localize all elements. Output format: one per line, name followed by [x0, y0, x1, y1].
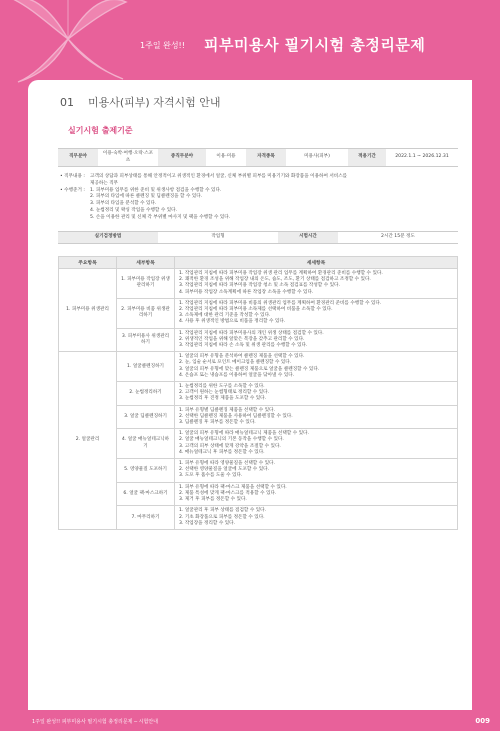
table-row: [59, 269, 458, 299]
header-kicker: 1주일 완성!!: [140, 41, 185, 50]
detail-item: 2. 작업관리 지침에 따라 피부미용 소독제를 선택하여 비품을 소독할 수 있다.: [179, 307, 333, 313]
detail-item: 1. 눈썹정리를 위한 도구를 소독할 수 있다.: [179, 384, 265, 390]
task-line: 2. 피부의 타입에 따른 클렌징 및 딥클렌징을 할 수 있다.: [90, 194, 203, 200]
detail-item: 2. 기초 화장품으로 피부를 정돈할 수 있다.: [179, 514, 265, 520]
detail-item-cell: [175, 382, 458, 406]
detail-item: 2. 고객이 원하는 눈썹형태로 정리할 수 있다.: [179, 390, 270, 396]
detail-item: 2. 눈, 입술 순서로 포인트 메이크업을 클렌징할 수 있다.: [179, 360, 292, 366]
detail-item: 3. 작업장을 정리할 수 있다.: [179, 520, 236, 526]
detail-item-cell: [175, 506, 458, 530]
footer-text: 1주일 완성!! 피부미용사 필기시험 총정리문제 ─ 시험안내: [32, 719, 158, 725]
sub-item-cell: 2. 눈썹정리하기: [117, 382, 175, 406]
task-criteria: [60, 188, 460, 222]
detail-item: 2. 선택한 영양물질을 얼굴에 도포할 수 있다.: [179, 467, 270, 473]
info-value-subfield: 이용·미용: [206, 149, 246, 167]
sub-item-cell: 4. 얼굴 매뉴얼테크닉하기: [117, 429, 175, 459]
table-row: [59, 459, 458, 483]
detail-item: 2. 선택한 딥클렌징 제품을 사용하여 딥클렌징할 수 있다.: [179, 413, 293, 419]
detail-item: 3. 작업관리 지침에 따라 피부미용 작업장 청소 및 소독 점검표를 작성할 수 있다.: [179, 283, 340, 289]
detail-item: 1. 얼굴관리 후 피부 상태를 점검할 수 있다.: [179, 508, 267, 514]
duty-description: [60, 174, 460, 188]
detail-item-cell: [175, 269, 458, 299]
main-item-cell: 2. 얼굴관리: [59, 352, 117, 530]
page-footer: [0, 716, 500, 731]
detail-item: 4. 사용 후 위생적인 방법으로 비품을 정리할 수 있다.: [179, 319, 286, 325]
detail-item: 2. 제품 특성에 맞게 팩·마스크를 적용할 수 있다.: [179, 490, 277, 496]
task-line: 5. 손을 이용한 관리 및 신체 각 부위별 마사지 및 팩을 수행할 수 있다.: [90, 214, 231, 220]
detail-item-cell: [175, 352, 458, 382]
section-title: [60, 94, 220, 110]
page-number: 009: [475, 717, 490, 725]
duty-line: 고객의 상담과 피부상태를 통해 안정적이고 위생적인 환경에서 얼굴, 신체 부위별 피부를 미용기기와 화장품을 이용하여 서비스를: [90, 174, 348, 179]
info-value-item: 미용사(피부): [286, 149, 348, 167]
sub-item-cell: 1. 피부미용 작업장 위생관리하기: [117, 269, 175, 299]
info-label-field: 직무분야: [58, 149, 98, 167]
detail-item: 3. 고객의 피부 상태에 맞게 강약을 조절할 수 있다.: [179, 443, 281, 449]
detail-item: 3. 제거 후 피부를 정돈할 수 있다.: [179, 497, 247, 503]
detail-item: 3. 소독제에 대한 관리 기준을 작성할 수 있다.: [179, 313, 271, 319]
table-row: [59, 298, 458, 328]
task-line: 3. 피부의 타입을 분석할 수 있다.: [90, 201, 157, 207]
detail-item: 1. 작업관리 지침에 따라 피부미용 비품의 위생관리 업무를 계획하여 환경관리 준비를 수행할 수 있다.: [179, 300, 382, 306]
sub-item-cell: 2. 피부미용 비품 위생관리하기: [117, 298, 175, 328]
detail-item: 1. 작업관리 지침에 따라 피부미용사의 개인 위생 상태를 점검할 수 있다.: [179, 330, 324, 336]
sub-item-cell: 5. 영양물질 도포하기: [117, 459, 175, 483]
info-value-period: 2022.1.1 ~ 2026.12.31: [386, 149, 458, 167]
info-label-subfield: 중직무분야: [158, 149, 206, 167]
detail-item: 1. 작업관리 지침에 따라 피부미용 작업장 위생 관리 업무를 계획하여 환경관리 준비를 수행할 수 있다.: [179, 271, 383, 276]
detail-item: 2. 얼굴 매뉴얼테크닉의 기본 동작을 수행할 수 있다.: [179, 437, 284, 443]
detail-item: 4. 피부미용 작업장 소독계획에 따른 작업장 소독을 수행할 수 있다.: [179, 289, 314, 295]
detail-item: 2. 쾌적한 환경 조성을 위해 작업장 내의 온도, 습도, 조도, 환기 상태를 점검하고 조정할 수 있다.: [179, 277, 371, 283]
sub-item-cell: 7. 마무리하기: [117, 506, 175, 530]
main-item-cell: 1. 피부미용 위생관리: [59, 269, 117, 352]
detail-item: 3. 눈썹정리 후 진정 제품을 도포할 수 있다.: [179, 396, 267, 402]
method-value: 작업형: [158, 232, 278, 244]
detail-item: 1. 피부 유형별 딥클렌징 제품을 선택할 수 있다.: [179, 407, 275, 413]
detail-item: 3. 얼굴의 피부 유형에 맞는 클렌징 제품으로 얼굴을 클렌징할 수 있다.: [179, 366, 320, 372]
method-label: 실기검정방법: [58, 232, 158, 244]
detail-item: 4. 온습포 또는 냉습포를 이용하여 얼굴을 닦아낼 수 있다.: [179, 372, 295, 378]
info-value-field: 이용·숙박·여행·오락·스포츠: [98, 149, 158, 167]
page-header: [0, 0, 500, 80]
table-row: [59, 506, 458, 530]
criteria-table: [58, 256, 458, 530]
table-row: [59, 382, 458, 406]
time-value: 2시간 15분 정도: [338, 232, 458, 244]
detail-item-cell: [175, 429, 458, 459]
table-row: [59, 352, 458, 382]
exam-info-table: [58, 148, 458, 167]
detail-item: 1. 얼굴의 피부 유형을 분석하여 클렌징 제품을 선택할 수 있다.: [179, 354, 305, 360]
detail-item: 3. 작업관리 지침에 따라 손 소독 및 위생 관리를 수행할 수 있다.: [179, 343, 308, 349]
section-name: 미용사(피부) 자격시험 안내: [88, 96, 221, 109]
table-row: [59, 429, 458, 459]
sub-item-cell: 1. 얼굴클렌징하기: [117, 352, 175, 382]
detail-item-cell: [175, 405, 458, 429]
detail-item-cell: [175, 482, 458, 506]
header-detail-item: 세세항목: [175, 257, 458, 269]
section-number: 01: [60, 96, 74, 109]
sub-item-cell: 6. 얼굴 팩·마스크하기: [117, 482, 175, 506]
sub-item-cell: 3. 얼굴 딥클렌징하기: [117, 405, 175, 429]
detail-item-cell: [175, 459, 458, 483]
task-key: • 수행준거 :: [60, 187, 85, 193]
exam-notes: [60, 174, 460, 222]
table-row: [59, 482, 458, 506]
detail-item: 4. 매뉴얼테크닉 후 피부를 정돈할 수 있다.: [179, 449, 265, 455]
sub-item-cell: 3. 피부미용사 위생관리하기: [117, 328, 175, 352]
header-title: 피부미용사 필기시험 총정리문제: [204, 36, 426, 54]
detail-item: 2. 위생적인 작업을 위해 알맞은 복장을 갖추고 관리할 수 있다.: [179, 336, 305, 342]
table-row: [59, 328, 458, 352]
duty-line: 제공하는 직무: [90, 180, 119, 186]
time-label: 시험시간: [278, 232, 338, 244]
detail-item: 3. 딥클렌징 후 피부를 정돈할 수 있다.: [179, 420, 256, 426]
lily-flower-icon: [8, 0, 128, 84]
info-label-item: 자격종목: [246, 149, 286, 167]
detail-item-cell: [175, 328, 458, 352]
detail-item: 1. 얼굴의 피부 유형에 따라 매뉴얼테크닉 제품을 선택할 수 있다.: [179, 431, 309, 437]
task-line: 4. 눈썹정리 및 왁싱 작업을 수행할 수 있다.: [90, 207, 178, 213]
detail-item: 1. 피부 유형에 따라 영양물질을 선택할 수 있다.: [179, 461, 275, 467]
task-line: 1. 피부미용 업무를 위한 준비 및 위생사항 점검을 수행할 수 있다.: [90, 187, 222, 193]
detail-item: 3. 도포 후 흡수를 도울 수 있다.: [179, 473, 243, 479]
info-label-period: 적용기간: [348, 149, 386, 167]
header-sub-item: 세부항목: [117, 257, 175, 269]
header-main-item: 주요항목: [59, 257, 117, 269]
detail-item: 1. 피부 유형에 따라 팩·마스크 제품을 선택할 수 있다.: [179, 484, 287, 490]
content-page: [28, 80, 472, 710]
subsection-title: 실기시험 출제기준: [68, 126, 133, 135]
detail-item-cell: [175, 298, 458, 328]
exam-method-table: [58, 231, 458, 244]
duty-key: • 직무내용 :: [60, 174, 85, 179]
table-row: [59, 405, 458, 429]
